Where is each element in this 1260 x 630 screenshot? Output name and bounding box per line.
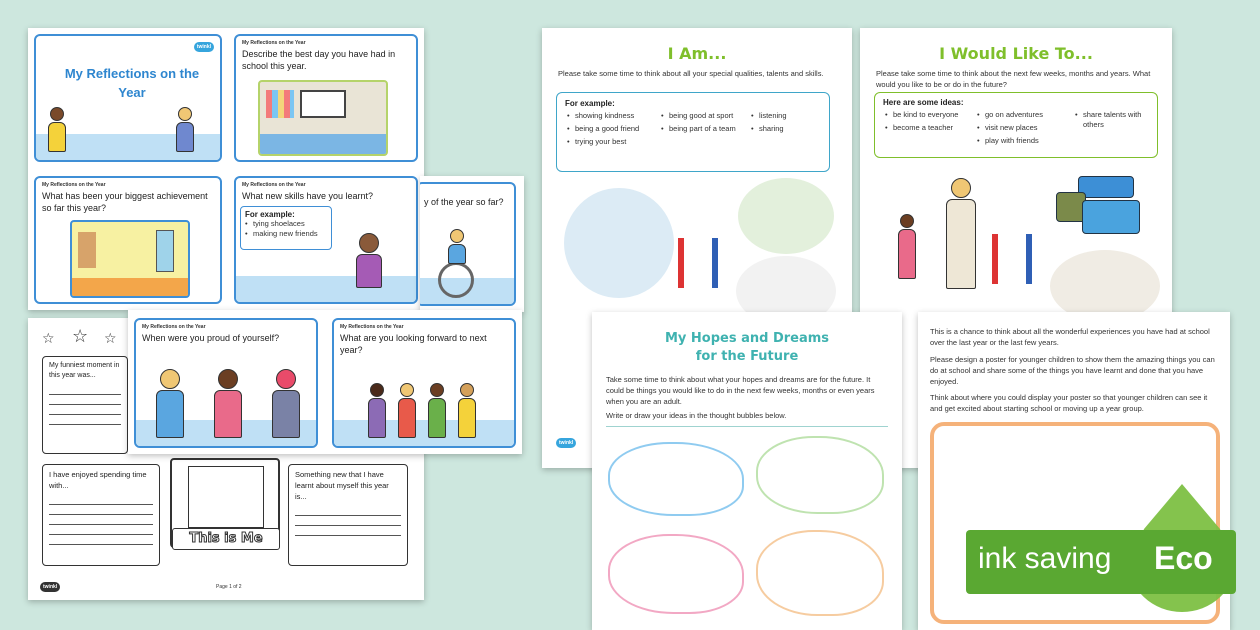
example-item: • making new friends [245,229,327,239]
classroom-illustration [70,220,190,298]
page-number: Page 1 of 2 [216,584,242,590]
poster-text: Think about where you could display your poster so that younger children can see it and get excited about starting school or moving up a year group. [930,393,1208,413]
reflections-title: My Reflections on the Year [64,66,200,100]
floor-decoration [236,276,416,302]
teacher-illustration [946,178,976,289]
ink-saving-badge [966,530,1236,594]
sheet-instruction: Write or draw your ideas in the thought bubbles below. [606,411,787,420]
skills-card [234,176,418,304]
card-header: My Reflections on the Year [242,40,306,46]
card-header: My Reflections on the Year [340,324,404,330]
proud-card [134,318,318,448]
example-item: • tying shoelaces [245,219,327,229]
thought-bubble [756,530,884,616]
child-illustration [48,107,66,152]
idea-item: • be kind to everyone [885,110,965,120]
best-day-card [234,34,418,162]
card-question: What has been your biggest achievement so far this year? [42,191,208,213]
card-question: Describe the best day you have had in school this year. [242,49,396,71]
child-illustration [156,369,184,438]
example-item: • trying your best [567,137,651,147]
idea-item: • go on adventures [977,110,1067,120]
card-question: When were you proud of yourself? [142,333,280,343]
child-illustration [448,229,466,264]
enjoyed-spending-box [42,464,160,566]
ideas-box [874,92,1158,158]
sheet-intro: Take some time to think about what your hopes and dreams are for the future. It could be things you would like to do in the next few weeks, months or even years when you are an adult. [606,375,875,406]
star-icon: ☆ [104,330,117,346]
card-question: What are you looking forward to next year? [340,333,487,355]
poster-text: This is a chance to think about all the wonderful experiences you have had at school over the last year or the last few years. [930,327,1210,347]
twinkl-logo: twinkl [556,438,576,448]
something-new-box [288,464,408,566]
reflection-cards-sheet-2 [420,176,524,312]
laptop-illustration [738,178,834,254]
wheelchair-illustration [438,262,474,298]
child-illustration [398,383,416,438]
child-illustration [356,233,382,288]
example-item: • being a good friend [567,124,651,134]
banner-text: This is Me [189,531,263,546]
prompt-text: Something new that I have learnt about myself this year is... [295,470,389,501]
idea-item: • share talents with others [1075,110,1153,130]
achievement-card [34,176,222,304]
thought-bubble [756,436,884,514]
example-item: • being part of a team [661,124,743,134]
star-icon: ☆ [42,330,55,346]
example-item: • showing kindness [567,111,651,121]
star-icon: ☆ [72,326,89,346]
ink-saving-text: ink saving [978,542,1112,575]
card-question: y of the year so far? [424,197,504,207]
medal-icon [678,238,718,288]
sheet-intro: Please take some time to think about the next few weeks, months and years. What would you like to be or do in the future? [876,69,1151,89]
twinkl-logo: twinkl [194,42,214,52]
this-is-me-banner [172,528,280,550]
child-illustration [272,369,300,438]
card-header: My Reflections on the Year [242,182,306,188]
medal-icon [992,234,1032,284]
sheet-intro: Please take some time to think about all your special qualities, talents and skills. [558,69,824,78]
sheet-title [592,330,902,366]
group-illustration [564,188,674,298]
child-illustration [898,214,916,279]
prompt-text: I have enjoyed spending time with... [49,470,147,490]
card-question: What new skills have you learnt? [242,191,374,201]
divider [606,426,888,427]
ideas-title: Here are some ideas: [883,98,964,107]
hopes-and-dreams-sheet [592,312,902,630]
suitcases-illustration [1056,176,1140,236]
reflection-cards-sheet-3 [128,310,522,454]
funniest-moment-box [42,356,128,454]
example-item: • being good at sport [661,111,743,121]
eco-text: Eco [1154,540,1213,576]
sheet-title: I Would Like To... [939,44,1093,63]
forward-card [332,318,516,448]
child-illustration [458,383,476,438]
child-illustration [368,383,386,438]
title-card [34,34,222,162]
examples-title: For example: [245,210,295,219]
title-line: for the Future [695,349,799,364]
poster-text: Please design a poster for younger children to show them the amazing things you can do at school and share some of the things you have learnt and done that you have enjoyed. [930,355,1215,386]
examples-title: For example: [565,99,615,108]
example-item: • listening [751,111,821,121]
twinkl-logo: twinkl [40,582,60,592]
idea-item: • visit new places [977,123,1067,133]
sheet-title: I Am... [667,44,727,63]
classroom-illustration [258,80,388,156]
child-illustration [214,369,242,438]
idea-item: • play with friends [977,136,1067,146]
card-header: My Reflections on the Year [42,182,106,188]
example-item: • sharing [751,124,821,134]
prompt-text: My funniest moment in this year was... [49,362,120,379]
thought-bubble [608,534,744,614]
idea-item: • become a teacher [885,123,965,133]
child-illustration [428,383,446,438]
examples-box [556,92,830,172]
thought-bubble [608,442,744,516]
examples-box [240,206,332,250]
reflection-cards-sheet-1 [28,28,424,310]
child-illustration [176,107,194,152]
partial-card [420,182,516,306]
card-header: My Reflections on the Year [142,324,206,330]
floor-decoration [334,420,514,446]
title-line: My Hopes and Dreams [664,331,830,346]
